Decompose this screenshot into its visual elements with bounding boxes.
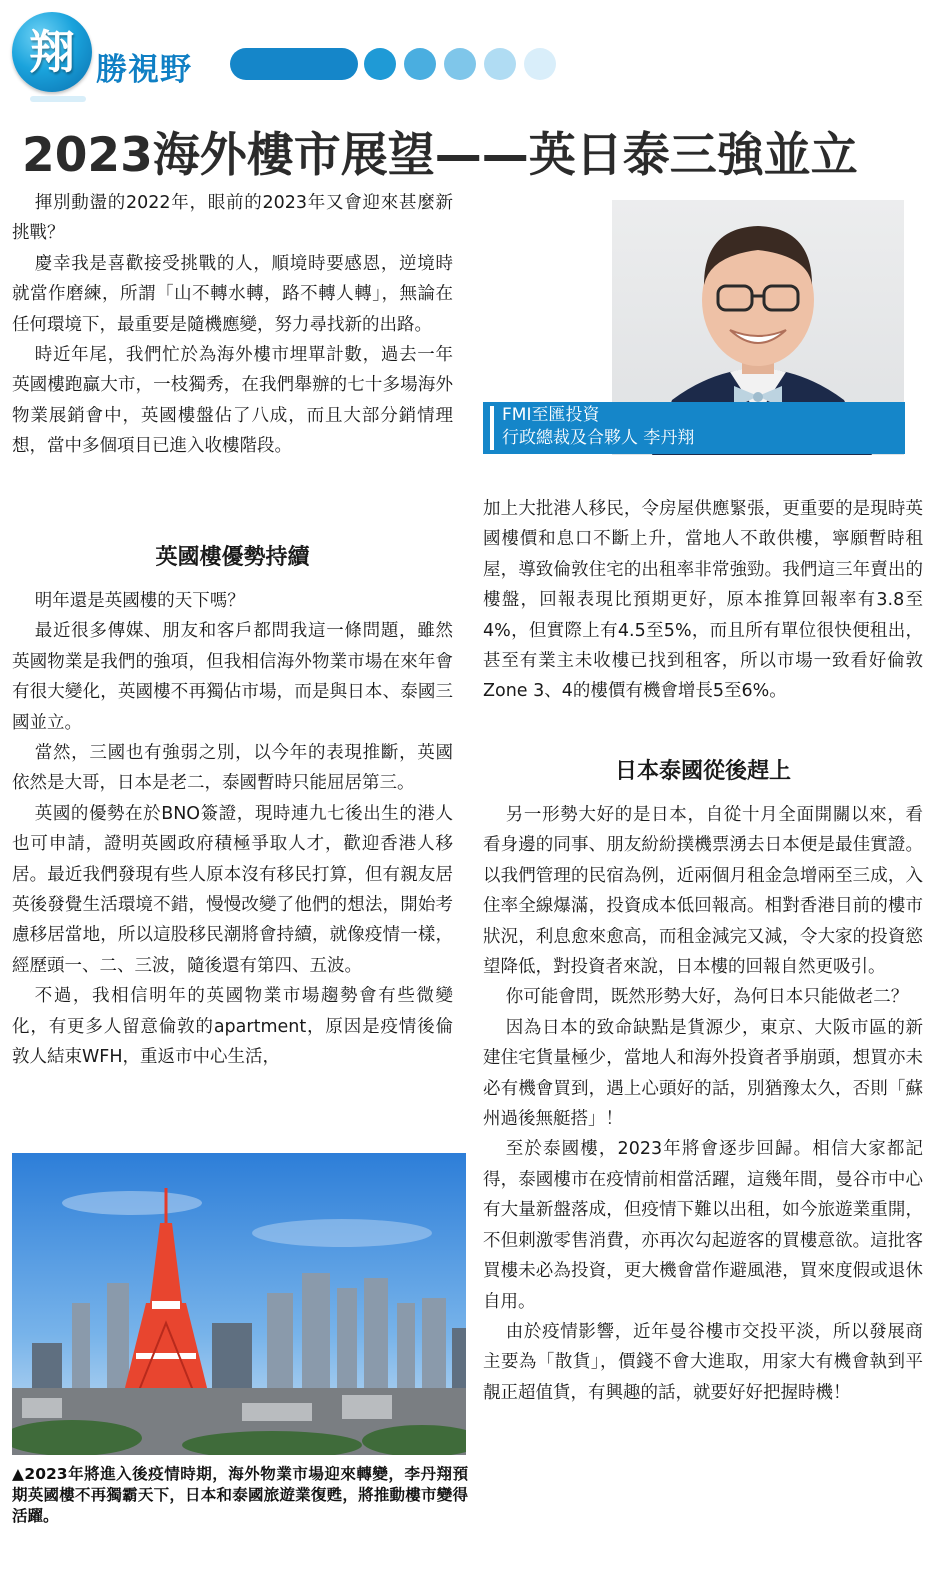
paragraph: 明年還是英國樓的天下嗎？ <box>34 591 245 611</box>
paragraph: 由於疫情影響，近年曼谷樓市交投平淡，所以發展商主要為「散貨」，價錢不會大進取，用家大有機會執到平靚正超值貨，有興趣的話，就要好好把握時機！ <box>483 1321 923 1403</box>
right-column-lead <box>483 494 923 707</box>
logo-underline <box>30 96 86 102</box>
header-decor-bar <box>230 48 358 80</box>
left-column-body <box>12 586 453 1073</box>
paragraph: 不過，我相信明年的英國物業市場趨勢會有些微變化，有更多人留意倫敦的apartment，原因是疫情後倫敦人結束WFH，重返市中心生活， <box>12 986 453 1068</box>
paragraph: 當然，三國也有強弱之別，以今年的表現推斷，英國依然是大哥，日本是老二，泰國暫時只能屈居第三。 <box>12 743 453 794</box>
header-decor-dot <box>404 48 436 80</box>
paragraph: 揮別動盪的2022年，眼前的2023年又會迎來甚麼新挑戰？ <box>12 193 453 244</box>
header-decor-dot <box>484 48 516 80</box>
column-name: 勝視野 <box>96 52 192 88</box>
photo-caption: ▲2023年將進入後疫情時期，海外物業市場迎來轉變，李丹翔預期英國樓不再獨霸天下，日本和泰國旅遊業復甦，將推動樓市變得活躍。 <box>12 1465 468 1525</box>
article-headline: 2023海外樓市展望——英日泰三強並立 <box>22 128 858 183</box>
portrait-caption <box>502 404 694 450</box>
paragraph: 因為日本的致命缺點是貨源少，東京、大阪市區的新建住宅貨量極少，當地人和海外投資者爭崩頭，想買亦未必有機會買到，遇上心頭好的話，別猶豫太久，否則「蘇州過後無艇搭」！ <box>483 1017 923 1130</box>
paragraph: 慶幸我是喜歡接受挑戰的人，順境時要感恩，逆境時就當作磨練，所謂「山不轉水轉，路不轉人轉」，無論在任何環境下，最重要是隨機應變，努力尋找新的出路。 <box>12 253 453 335</box>
right-column-body <box>483 800 923 1408</box>
tokyo-tower-photo <box>12 1153 466 1455</box>
paragraph: 加上大批港人移民，令房屋供應緊張，更重要的是現時英國樓價和息口不斷上升，當地人不敢供樓，寧願暫時租屋，導致倫敦住宅的出租率非常強勁。我們這三年賣出的樓盤，回報表現比預期更好，原本推算回報率有3.8至4%，但實際上有4.5至5%，而且所有單位很快便租出，甚至有業主未收樓已找到租客，所以市場一致看好倫敦Zone 3、4的樓價有機會增長5至6%。 <box>483 499 923 702</box>
header-decor-dot <box>524 48 556 80</box>
paragraph: 你可能會問，既然形勢大好，為何日本只能做老二？ <box>505 987 909 1008</box>
section-heading-uk: 英國樓優勢持續 <box>155 545 310 570</box>
section-heading-japan-thailand: 日本泰國從後趕上 <box>614 759 791 784</box>
paragraph: 最近很多傳媒、朋友和客戶都問我這一條問題，雖然英國物業是我們的強項，但我相信海外物業市場在來年會有很大變化，英國樓不再獨佔市場，而是與日本、泰國三國並立。 <box>12 621 453 733</box>
header-decor-dot <box>364 48 396 80</box>
caption-title: 行政總裁及合夥人 李丹翔 <box>502 428 695 448</box>
paragraph: 英國的優勢在於BNO簽證，現時連九七後出生的港人也可申請，證明英國政府積極爭取人才，歡迎香港人移居。最近我們發現有些人原本沒有移民打算，但有親友居英後發覺生活環境不錯，慢慢改變了他們的想法，開始考慮移居當地，所以這股移民潮將會持續，就像疫情一樣，經歷頭一、二、三波，隨後還有第四、五波。 <box>12 803 453 976</box>
column-logo-character: 翔 <box>29 25 75 79</box>
caption-company: FMI至匯投資 <box>502 405 600 425</box>
caption-accent-bar <box>490 406 494 450</box>
paragraph: 時近年尾，我們忙於為海外樓市埋單計數，過去一年英國樓跑贏大市，一枝獨秀，在我們舉辦的七十多場海外物業展銷會中，英國樓盤佔了八成，而且大部分銷情理想，當中多個項目已進入收樓階段。 <box>12 345 453 457</box>
left-column-intro <box>12 188 453 462</box>
cityscape-illustration <box>12 1153 466 1455</box>
header-decor-dot <box>444 48 476 80</box>
paragraph: 另一形勢大好的是日本，自從十月全面開關以來，看看身邊的同事、朋友紛紛撲機票湧去日本便是最佳實證。以我們管理的民宿為例，近兩個月租金急增兩至三成，入住率全線爆滿，投資成本低回報高。相對香港目前的樓市狀況，利息愈來愈高，而租金減完又減，令大家的投資慾望降低，對投資者來說，日本樓的回報自然更吸引。 <box>483 805 923 978</box>
paragraph: 至於泰國樓，2023年將會逐步回歸。相信大家都記得，泰國樓市在疫情前相當活躍，這幾年間，曼谷市中心有大量新盤落成，但疫情下難以出租，如今旅遊業重開，不但刺激零售消費，亦再次勾起遊客的買樓意欲。這批客買樓未必為投資，更大機會當作避風港，買來度假或退休自用。 <box>483 1139 923 1312</box>
